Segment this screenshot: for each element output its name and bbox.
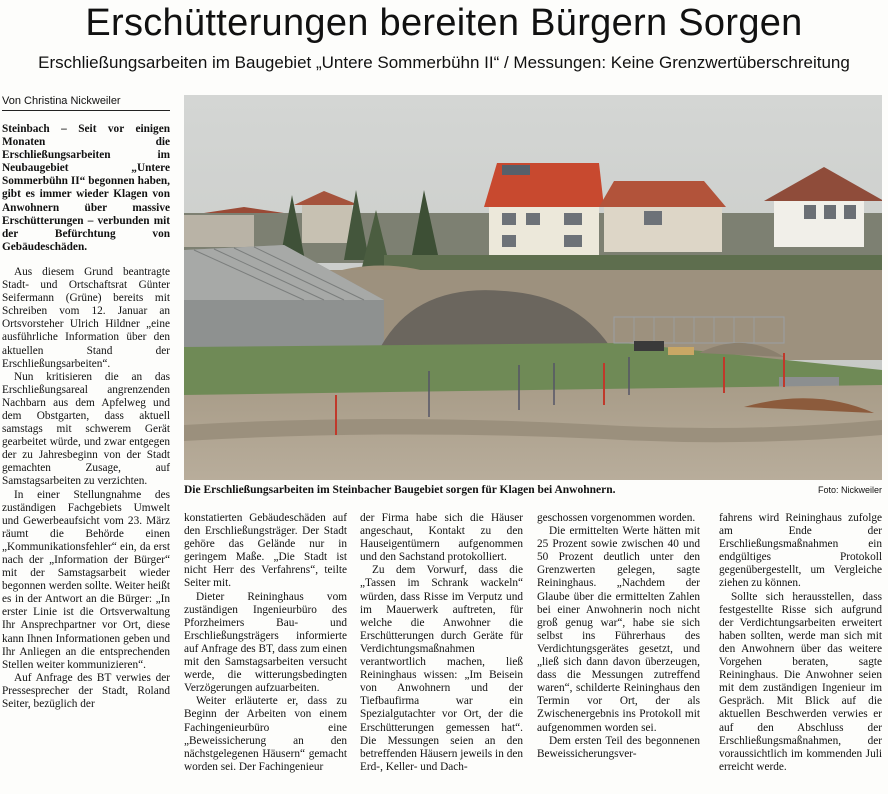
construction-site-photo	[184, 95, 882, 480]
paragraph: konstatierten Gebäudeschäden auf den Erschließungsträger. Der Stadt gehöre das Gelände nur in geringem Maße. „Die Stadt ist nicht Herr des Verfahrens“, teilte Seiter mit.	[184, 512, 347, 590]
article-column-2	[184, 512, 347, 774]
subline: Erschließungsarbeiten im Baugebiet „Untere Sommerbühn II“ / Messungen: Keine Grenzwertüberschreitung	[38, 53, 850, 72]
paragraph: fahrens wird Reininghaus zufolge am Ende der Erschließungsmaßnahmen ein endgültiges Protokoll gegenübergestellt, um Vergleiche ziehen zu können.	[719, 512, 882, 590]
article-column-4	[537, 512, 700, 761]
article-lead: Steinbach – Seit vor einigen Monaten die Erschließungsarbeiten im Neubaugebiet „Untere Sommerbühn II“ begonnen haben, gibt es immer wieder Klagen von Anwohnern über massive Erschütterungen – verbunden mit der Befürchtung von Gebäudeschäden.	[2, 123, 170, 253]
paragraph: der Firma habe sich die Häuser angeschaut, Kontakt zu den Hauseigentümern aufgenommen und den Sachstand protokolliert.	[360, 512, 523, 564]
headline: Erschütterungen bereiten Bürgern Sorgen	[85, 2, 803, 44]
paragraph: Sollte sich herausstellen, dass festgestellte Risse sich aufgrund der Verdichtungsarbeiten erweitert haben sollten, werde man sich mit den Anwohnern über das weitere Vorgehen beraten, sagte Reininghaus. Die Anwohner seien mit dem zuständigen Ingenieur im Gespräch. Mit Blick auf die aktuellen Beschwerden verwies er auf den Abschluss der Erschließungsmaßnahmen, der voraussichtlich im kommenden Juli erreicht werde.	[719, 590, 882, 773]
paragraph: Weiter erläuterte er, dass zu Beginn der Arbeiten von einem Fachingenieurbüro eine „Beweissicherung an den nächstgelegenen Häusern“ gemacht worden sei. Der Fachingenieur	[184, 695, 347, 773]
article-column-3	[360, 512, 523, 774]
article-column-5	[719, 512, 882, 774]
paragraph: Nun kritisieren die an das Erschließungsareal angrenzenden Nachbarn aus dem Apfelweg und dem Obstgarten, dass aktuell samstags mit schwerem Gerät gearbeitet würde, und zwar entgegen der zu Jahresbeginn von der Stadt gemachten Zusage, auf Samstagsarbeiten zu verzichten.	[2, 370, 170, 488]
paragraph: Die ermittelten Werte hätten mit 25 Prozent sowie zwischen 40 und 50 Prozent deutlich unter den Grenzwerten gelegen, sagte Reininghaus. „Nachdem der Glaube über die ermittelten Zahlen bei einer Anwohnerin noch nicht groß genug war“, habe sie sich selbst ins Führerhaus des Verdichtungsgerätes gesetzt, und „ließ sich dann davon überzeugen, dass die Messungen zutreffend waren“, schilderte Reininghaus den Termin vor Ort, der als Zwischenergebnis ins Protokoll mit aufgenommen worden sei.	[537, 525, 700, 734]
paragraph: Auf Anfrage des BT verwies der Pressesprecher der Stadt, Roland Seiter, bezüglich der	[2, 671, 170, 711]
paragraph: In einer Stellungnahme des zuständigen Fachgebiets Umwelt und Gewerbeaufsicht vom 23. März räumt die Behörde einen „Kommunikationsfehler“ ein, da erst nach der „Information der Bürger“ mit der Samstagsarbeit wieder begonnen werden sollte. Weiter heißt es in der Antwort an die Bürger: „In erster Linie ist die Ortsverwaltung Ihr Ansprechpartner vor Ort, diese kann Ihnen Informationen geben und Ihr Anliegen an die entsprechenden Stellen weiter kommunizieren“.	[2, 488, 170, 671]
paragraph: Dieter Reininghaus vom zuständigen Ingenieurbüro des Pforzheimers Bau- und Erschließungsträgers informierte auf Anfrage des BT, dass zum einen mit den Samstagsarbeiten versucht werde, die witterungsbedingten Verzögerungen aufzuarbeiten.	[184, 590, 347, 695]
photo-caption: Die Erschließungsarbeiten im Steinbacher Baugebiet sorgen für Klagen bei Anwohnern.	[184, 484, 616, 496]
article-column-1	[2, 123, 170, 711]
photo-credit: Foto: Nickweiler	[817, 485, 882, 495]
paragraph: geschossen vorgenommen worden.	[537, 512, 696, 524]
paragraph: Zu dem Vorwurf, dass die „Tassen im Schrank wackeln“ würden, dass Risse im Verputz und im Mauerwerk auftreten, für welche die Anwohner die Erschütterungen durch Geräte für Verdichtungsmaßnahmen verantwortlich machen, ließ Reininghaus wissen: „Im Beisein von Anwohnern und der Tiefbaufirma war ein Spezialgutachter vor Ort, der die Erschütterungen gemessen hat“. Die Messungen seien an den betreffenden Häusern jeweils in den Erd-, Keller- und Dach-	[360, 564, 523, 773]
byline: Von Christina Nickweiler	[2, 94, 170, 111]
paragraph: Aus diesem Grund beantragte Stadt- und Ortschaftsrat Günter Seifermann (Grüne) bereits mit Schreiben vom 12. Januar an Ortsvorsteher Ulrich Hildner „eine ausführliche Information über den aktuellen Stand der Erschließungsarbeiten“.	[2, 265, 170, 370]
paragraph: Dem ersten Teil des begonnenen Beweissicherungsver-	[537, 734, 700, 760]
